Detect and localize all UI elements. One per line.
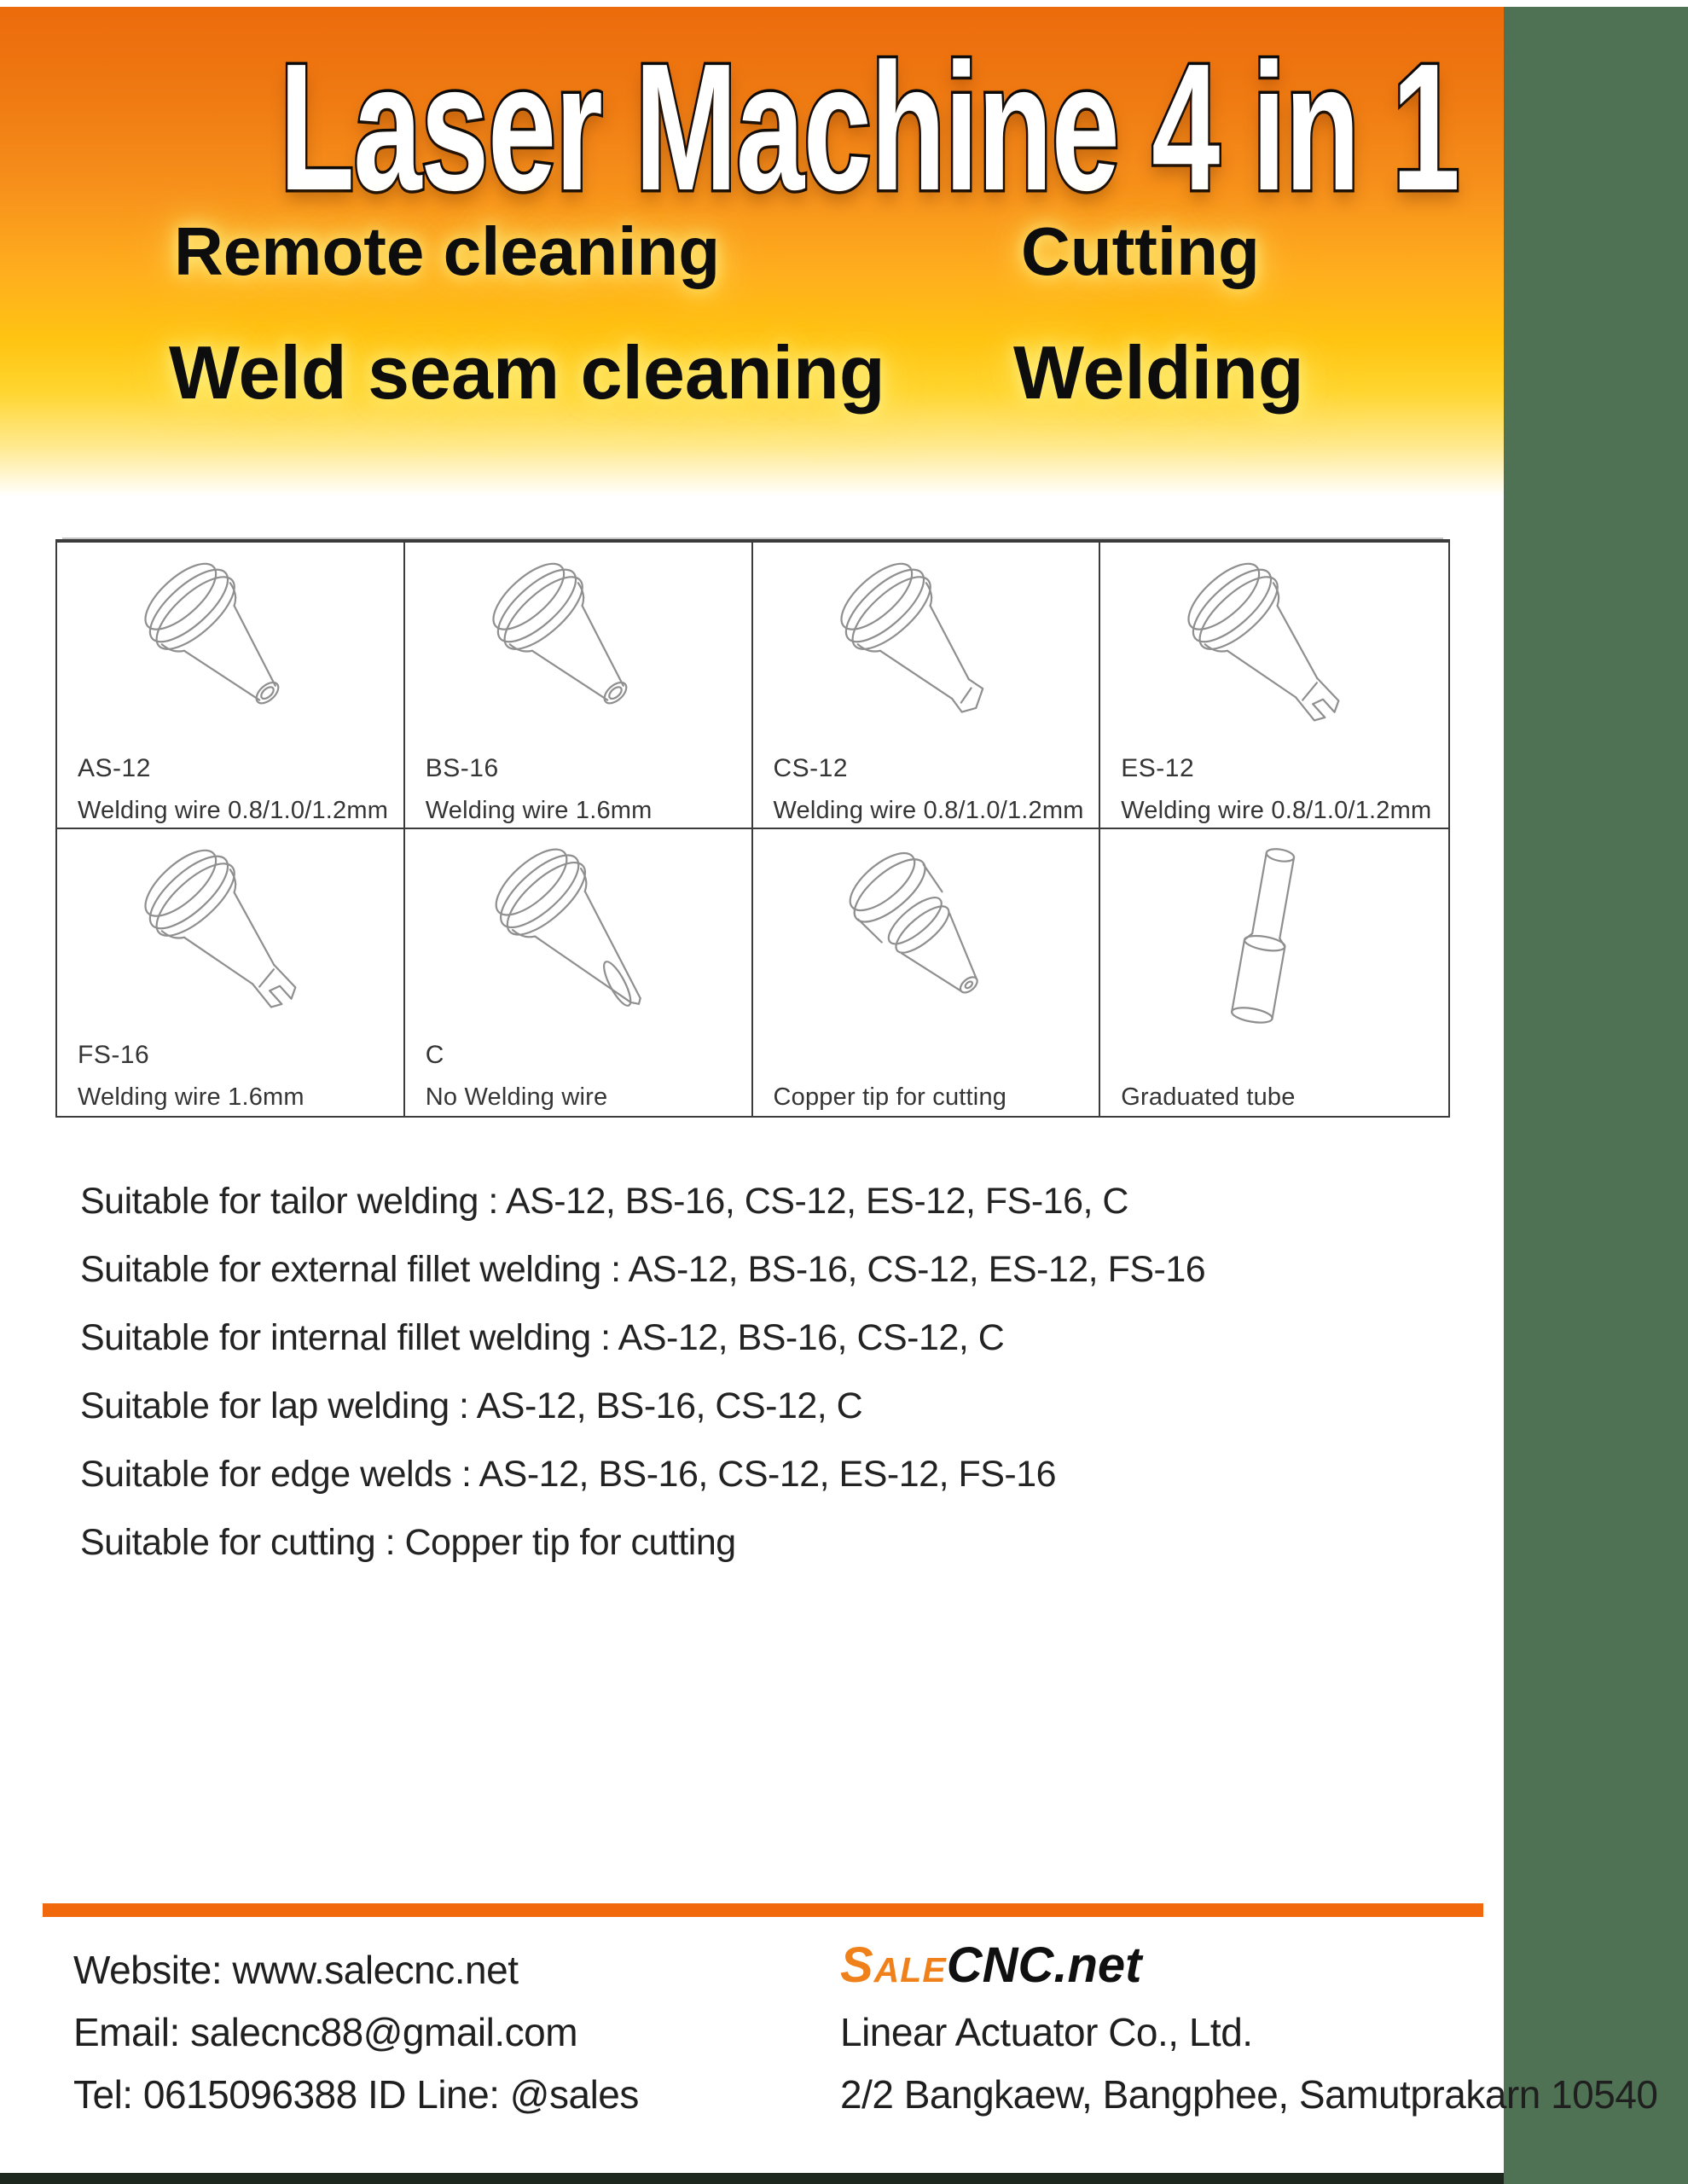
feature-remote-cleaning: Remote cleaning (174, 213, 721, 289)
email-line: Email: salecnc88@gmail.com (73, 2010, 578, 2054)
feature-welding: Welding (1013, 330, 1304, 415)
nozzle-desc: No Welding wire (425, 1083, 608, 1111)
page-title: Laser Machine 4 in 1 (279, 26, 1459, 228)
nozzle-desc: Welding wire 0.8/1.0/1.2mm (78, 797, 389, 824)
nozzle-notch-tip-icon (765, 546, 1089, 759)
hero-banner (0, 7, 1504, 512)
nozzle-round-tip-icon (69, 546, 393, 759)
nozzle-fork-tip-icon (1112, 546, 1436, 759)
logo-sale-text: Sale (840, 1937, 947, 1993)
nozzle-cell-c (405, 829, 753, 1116)
nozzle-desc: Copper tip for cutting (773, 1083, 1007, 1111)
website-line: Website: www.salecnc.net (73, 1948, 519, 1992)
suitability-line-internal-fillet: Suitable for internal fillet welding : AS-12, BS-16, CS-12, C (80, 1317, 1005, 1358)
nozzle-cell-as12 (57, 543, 405, 829)
nozzle-cell-es12 (1100, 543, 1448, 829)
nozzle-cell-copper-tip (753, 829, 1101, 1116)
nozzle-cell-graduated-tube (1100, 829, 1448, 1116)
salecnc-logo (840, 1937, 1141, 1994)
suitability-line-lap-welding: Suitable for lap welding : AS-12, BS-16, CS-12, C (80, 1385, 863, 1426)
tel-line: Tel: 0615096388 ID Line: @sales (73, 2072, 639, 2117)
copper-tip-icon (765, 833, 1089, 1046)
suitability-line-cutting: Suitable for cutting : Copper tip for cutting (80, 1522, 736, 1563)
nozzle-cell-bs16 (405, 543, 753, 829)
company-name: Linear Actuator Co., Ltd. (840, 2010, 1253, 2054)
feature-cutting: Cutting (1021, 213, 1260, 289)
nozzle-round-tip-icon (417, 546, 741, 759)
right-side-strip (1504, 7, 1688, 2184)
nozzle-cone-tip-icon (417, 833, 741, 1046)
nozzle-desc: Graduated tube (1121, 1083, 1296, 1111)
nozzle-name: ES-12 (1121, 754, 1195, 782)
nozzle-desc: Welding wire 0.8/1.0/1.2mm (773, 797, 1084, 824)
nozzle-cell-cs12 (753, 543, 1101, 829)
orange-divider (43, 1903, 1483, 1917)
nozzle-desc: Welding wire 1.6mm (78, 1083, 305, 1111)
nozzle-grid (55, 539, 1450, 1118)
nozzle-name: FS-16 (78, 1041, 150, 1069)
nozzle-name: CS-12 (773, 754, 849, 782)
nozzle-name: C (425, 1041, 444, 1069)
feature-weld-seam-cleaning: Weld seam cleaning (169, 330, 885, 415)
suitability-line-tailor-welding: Suitable for tailor welding : AS-12, BS-16, CS-12, ES-12, FS-16, C (80, 1181, 1128, 1222)
company-address: 2/2 Bangkaew, Bangphee, Samutprakarn 10540 (840, 2072, 1658, 2117)
nozzle-fork-tip-icon (69, 833, 393, 1046)
graduated-tube-icon (1112, 833, 1436, 1046)
bottom-dark-bar (0, 2173, 1504, 2184)
nozzle-name: BS-16 (425, 754, 499, 782)
nozzle-name: AS-12 (78, 754, 151, 782)
logo-cncnet-text: CNC.net (946, 1937, 1142, 1993)
suitability-list (80, 1181, 1205, 1590)
nozzle-cell-fs16 (57, 829, 405, 1116)
suitability-line-edge-welds: Suitable for edge welds : AS-12, BS-16, CS-12, ES-12, FS-16 (80, 1454, 1057, 1495)
nozzle-desc: Welding wire 1.6mm (425, 797, 653, 824)
suitability-line-external-fillet: Suitable for external fillet welding : AS-12, BS-16, CS-12, ES-12, FS-16 (80, 1249, 1206, 1290)
nozzle-desc: Welding wire 0.8/1.0/1.2mm (1121, 797, 1432, 824)
